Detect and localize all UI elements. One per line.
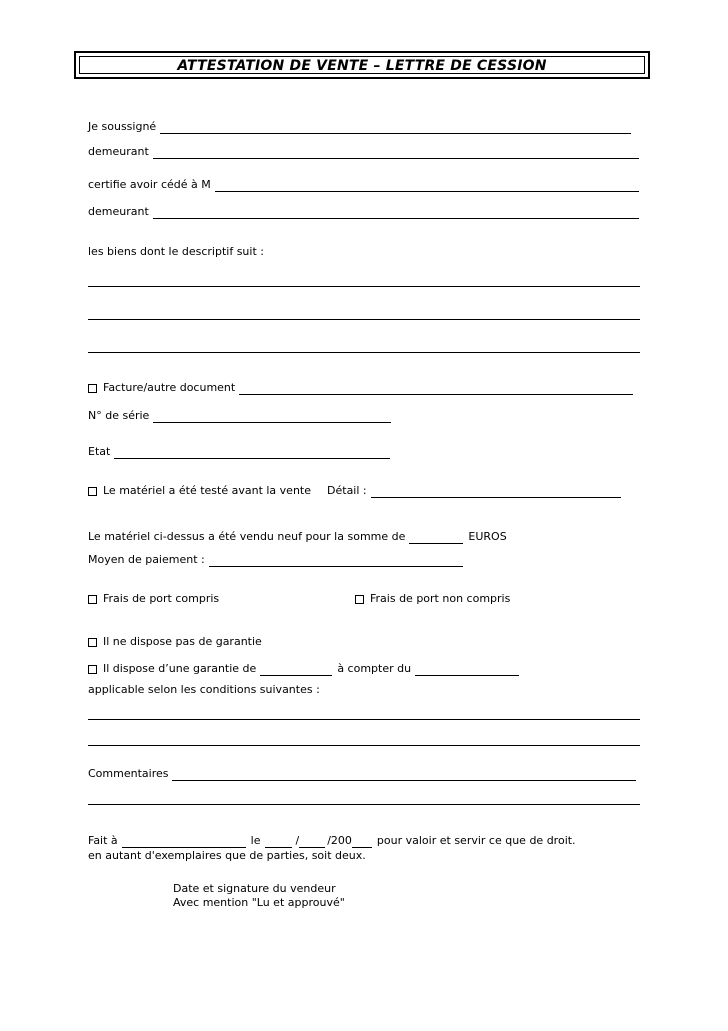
label-teste: Le matériel a été testé avant la vente [103, 484, 312, 497]
label-demeurant-1: demeurant [88, 145, 149, 158]
checkbox-frais-non[interactable] [355, 595, 364, 604]
label-pas-garantie: Il ne dispose pas de garantie [103, 635, 262, 648]
blank-somme[interactable] [409, 531, 463, 544]
row-demeurant-2 [88, 203, 639, 219]
label-conditions: applicable selon les conditions suivantes : [88, 683, 320, 696]
label-annee: /200 [327, 834, 352, 847]
label-demeurant-2: demeurant [88, 205, 149, 218]
row-teste [88, 482, 621, 498]
blank-soussigne[interactable] [160, 121, 631, 134]
blank-demeurant-2[interactable] [153, 206, 639, 219]
description-line-3[interactable] [88, 352, 640, 353]
label-paiement: Moyen de paiement : [88, 553, 205, 566]
blank-paiement[interactable] [209, 554, 463, 567]
checkbox-frais-compris[interactable] [88, 595, 97, 604]
blank-etat[interactable] [114, 446, 390, 459]
description-line-1[interactable] [88, 286, 640, 287]
row-demeurant-1 [88, 143, 639, 159]
row-paiement [88, 551, 463, 567]
document-title: ATTESTATION DE VENTE – LETTRE DE CESSION [177, 58, 547, 74]
label-serie: N° de série [88, 409, 150, 422]
signature-label-2: Avec mention "Lu et approuvé" [173, 896, 345, 909]
description-line-2[interactable] [88, 319, 640, 320]
label-garantie: Il dispose d’une garantie de [103, 662, 257, 675]
label-euros: EUROS [468, 530, 507, 543]
label-compter: à compter du [337, 662, 412, 675]
label-frais-compris: Frais de port compris [103, 592, 220, 605]
label-detail: Détail : [327, 484, 367, 497]
row-soussigne [88, 118, 631, 134]
blank-serie[interactable] [153, 410, 391, 423]
blank-detail[interactable] [371, 485, 621, 498]
label-valoir: pour valoir et servir ce que de droit. [376, 834, 576, 847]
checkbox-pas-garantie[interactable] [88, 638, 97, 647]
label-etat: Etat [88, 445, 111, 458]
row-commentaires [88, 765, 636, 781]
label-facture: Facture/autre document [103, 381, 236, 394]
row-conditions [88, 681, 320, 697]
blank-garantie-duree[interactable] [260, 663, 332, 676]
row-vendu [88, 528, 507, 544]
checkbox-teste[interactable] [88, 487, 97, 496]
row-facture [88, 379, 633, 395]
title-box [74, 51, 650, 79]
blank-certifie[interactable] [215, 179, 639, 192]
row-biens [88, 243, 264, 259]
label-commentaires: Commentaires [88, 767, 169, 780]
label-vendu: Le matériel ci-dessus a été vendu neuf pour la somme de [88, 530, 406, 543]
row-garantie [88, 660, 519, 676]
label-frais-non: Frais de port non compris [370, 592, 511, 605]
row-exemplaires [88, 847, 366, 863]
label-slash: / [295, 834, 300, 847]
label-exemplaires: en autant d'exemplaires que de parties, soit deux. [88, 849, 366, 862]
checkbox-garantie[interactable] [88, 665, 97, 674]
label-biens: les biens dont le descriptif suit : [88, 245, 264, 258]
label-fait: Fait à [88, 834, 118, 847]
label-certifie: certifie avoir cédé à M [88, 178, 211, 191]
conditions-line-1[interactable] [88, 719, 640, 720]
row-certifie [88, 176, 639, 192]
row-frais-compris [88, 590, 219, 606]
blank-demeurant-1[interactable] [153, 146, 639, 159]
blank-garantie-date[interactable] [415, 663, 519, 676]
row-pas-garantie [88, 633, 262, 649]
signature-label-1: Date et signature du vendeur [173, 882, 336, 895]
conditions-line-2[interactable] [88, 745, 640, 746]
row-fait [88, 832, 576, 848]
row-frais-non [355, 590, 510, 606]
label-le: le [250, 834, 261, 847]
row-serie [88, 407, 391, 423]
checkbox-facture[interactable] [88, 384, 97, 393]
label-soussigne: Je soussigné [88, 120, 157, 133]
blank-commentaires[interactable] [172, 768, 636, 781]
row-etat [88, 443, 390, 459]
blank-facture[interactable] [239, 382, 633, 395]
commentaires-line-2[interactable] [88, 804, 640, 805]
